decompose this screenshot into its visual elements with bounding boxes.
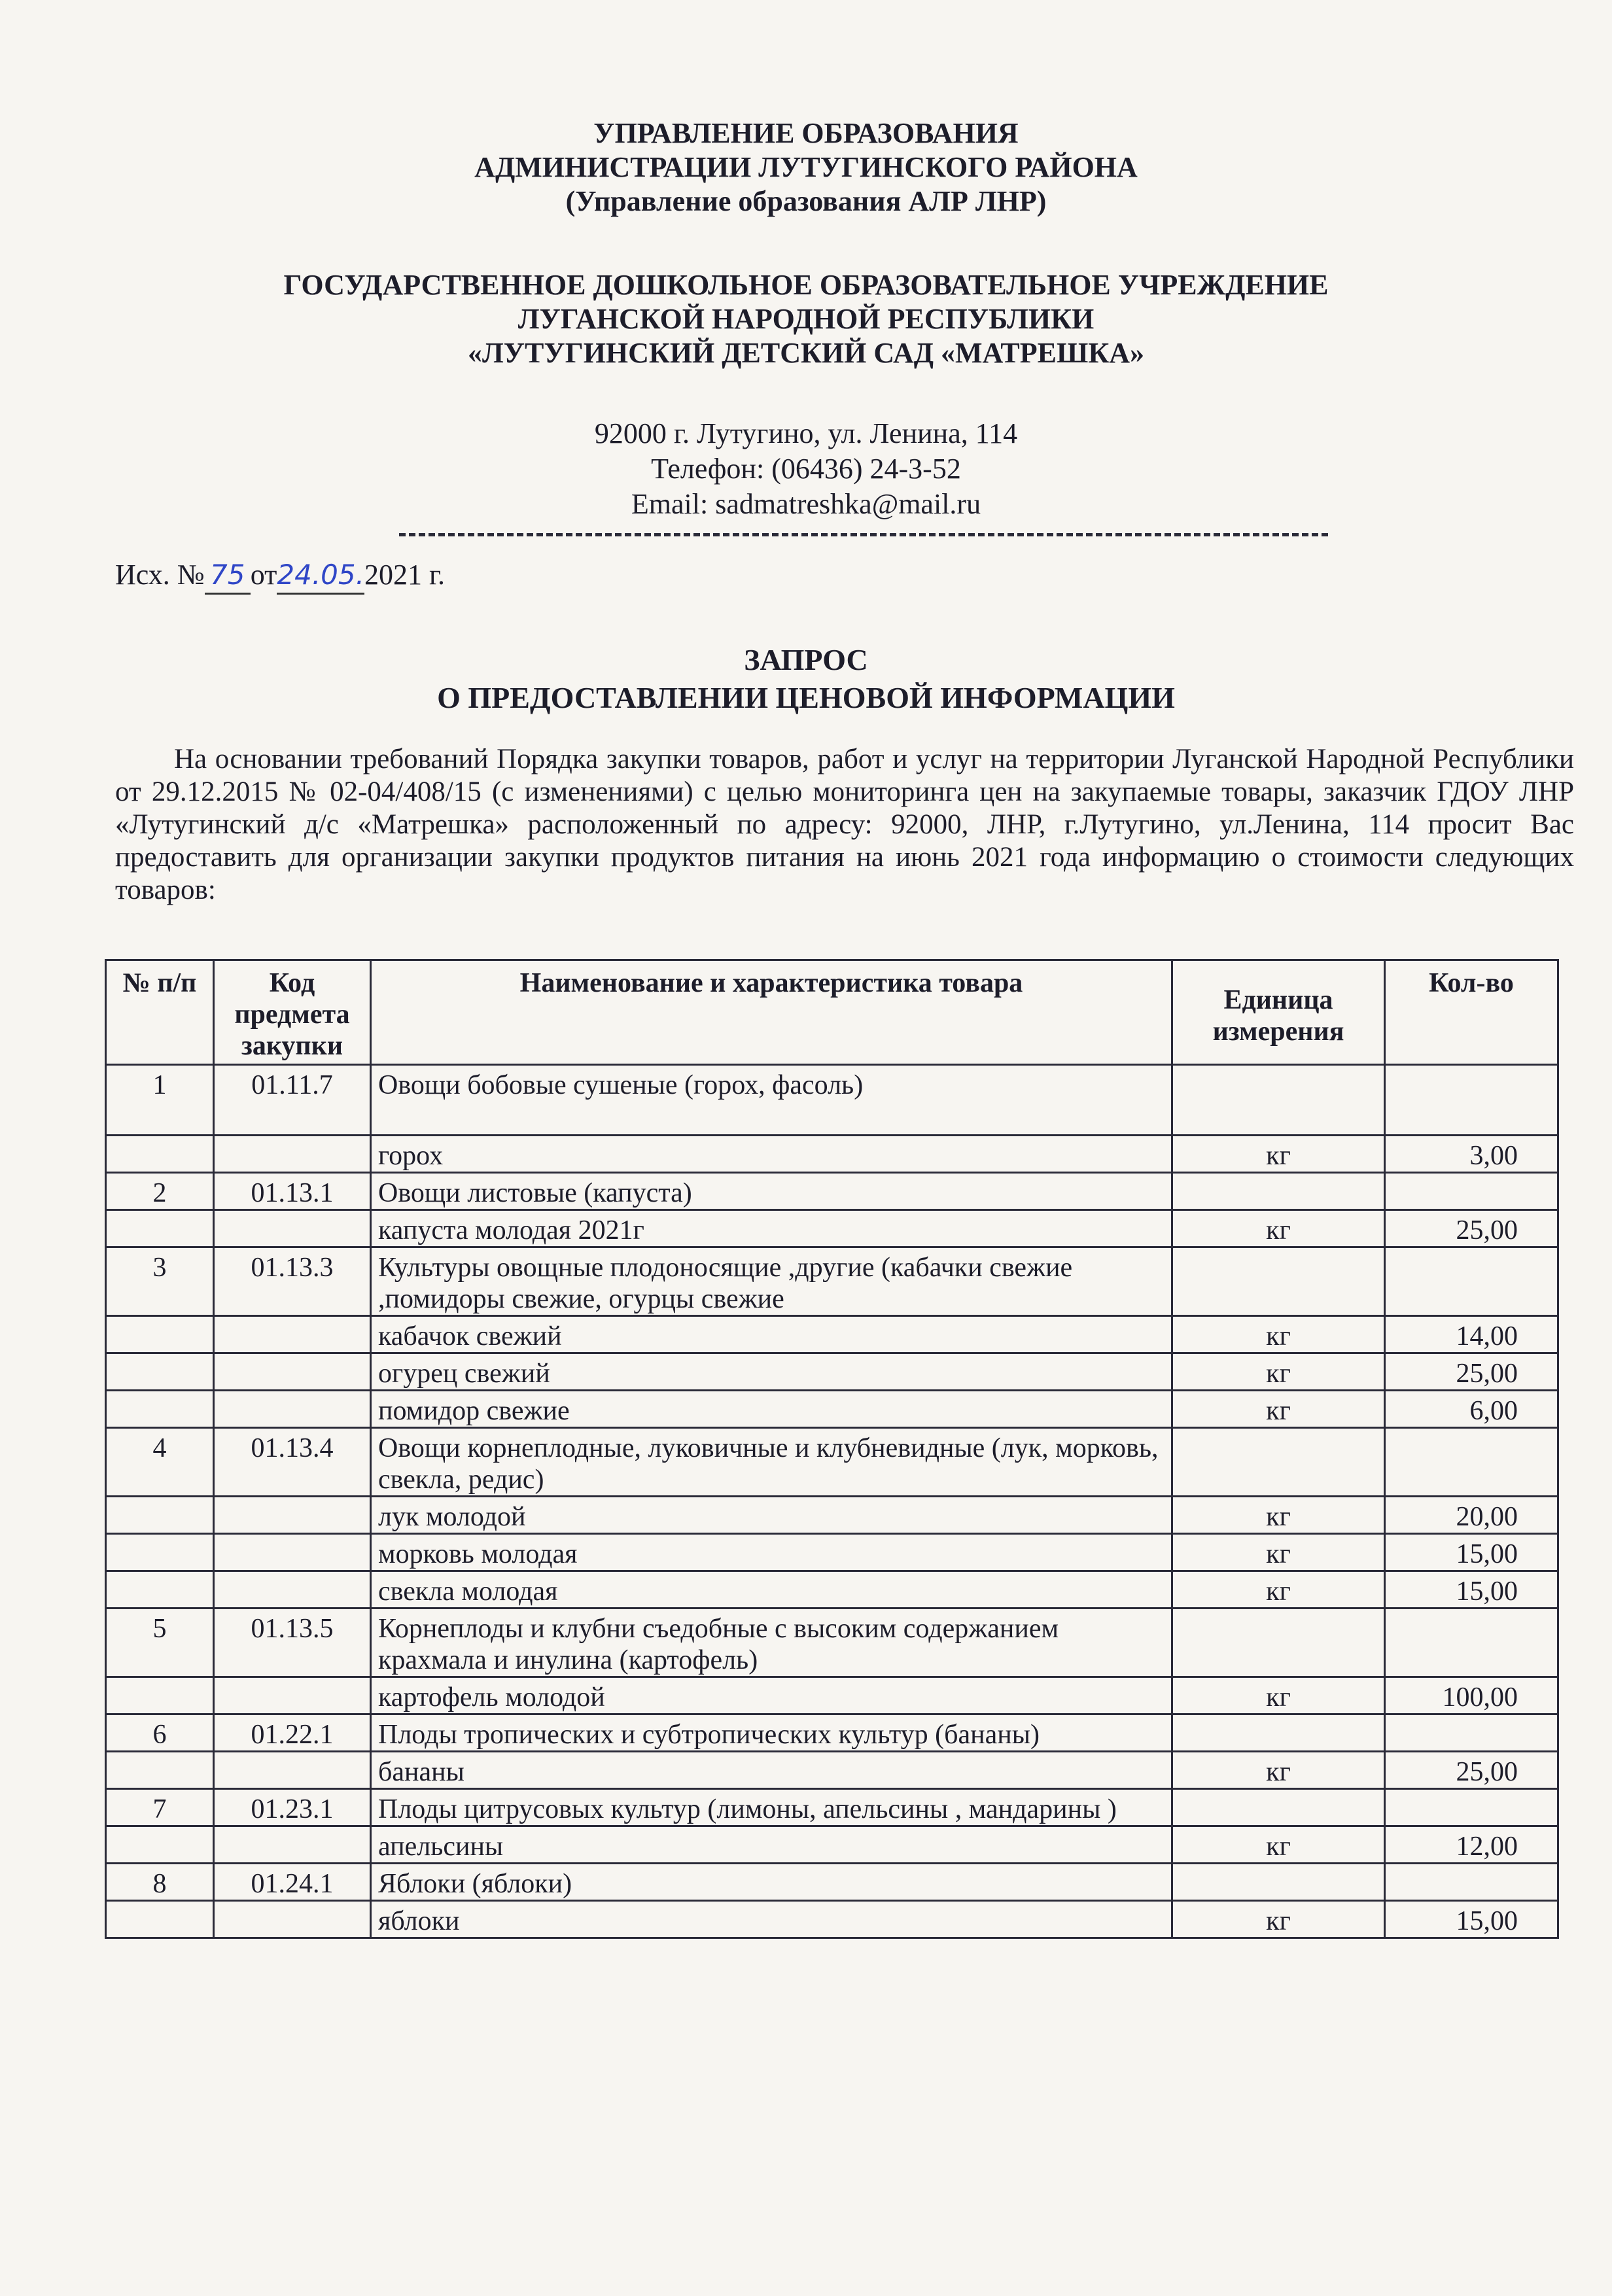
row-qty-cell — [1385, 1609, 1558, 1677]
row-code-cell: 01.13.3 — [214, 1247, 371, 1316]
row-name-cell: Культуры овощные плодоносящие ,другие (кабачки свежие ,помидоры свежие, огурцы свежие — [371, 1247, 1172, 1316]
request-paragraph: На основании требований Порядка закупки товаров, работ и услуг на территории Луганской Народной Республики от 29.12.2015 № 02-04/408/15 (с изменениями) с целью мониторинга цен на закупаемые товары, заказчик ГДОУ ЛНР «Лутугинский д/с «Матрешка» расположенный по адресу: 92000, ЛНР, г.Лутугино, ул.Ленина, 114 просит Вас предоставить для организации закупки продуктов питания на июнь 2021 года информацию о стоимости следующих товаров: — [115, 744, 1574, 905]
table-row — [106, 1752, 1558, 1789]
row-unit-cell: кг — [1172, 1497, 1385, 1534]
row-name-cell: бананы — [371, 1752, 1172, 1789]
row-unit-cell: кг — [1172, 1534, 1385, 1571]
items-table — [105, 959, 1559, 1939]
table-row — [106, 1428, 1558, 1497]
document-title — [0, 641, 1612, 717]
row-code-cell: 01.22.1 — [214, 1714, 371, 1752]
col-header-name: Наименование и характеристика товара — [371, 960, 1172, 1065]
org-line: УПРАВЛЕНИЕ ОБРАЗОВАНИЯ — [593, 117, 1019, 149]
ref-from: от — [250, 559, 277, 591]
table-row — [106, 1826, 1558, 1864]
row-number-cell: 2 — [106, 1173, 214, 1210]
table-row — [106, 1210, 1558, 1247]
row-unit-cell — [1172, 1864, 1385, 1901]
col-header-unit: Единица измерения — [1172, 960, 1385, 1065]
row-code-cell — [214, 1534, 371, 1571]
row-number-cell: 3 — [106, 1247, 214, 1316]
org-line: (Управление образования АЛР ЛНР) — [565, 185, 1047, 217]
row-qty-cell — [1385, 1789, 1558, 1826]
row-number-cell — [106, 1316, 214, 1353]
col-header-code: Код предмета закупки — [214, 960, 371, 1065]
row-number-cell — [106, 1391, 214, 1428]
row-qty-cell: 100,00 — [1385, 1677, 1558, 1714]
row-name-cell: яблоки — [371, 1901, 1172, 1938]
row-qty-cell: 25,00 — [1385, 1752, 1558, 1789]
row-number-cell: 1 — [106, 1065, 214, 1136]
school-header — [0, 268, 1612, 370]
row-code-cell — [214, 1901, 371, 1938]
row-qty-cell: 14,00 — [1385, 1316, 1558, 1353]
row-unit-cell: кг — [1172, 1353, 1385, 1391]
ref-number-field — [205, 557, 251, 595]
phone-line: Телефон: (06436) 24-3-52 — [651, 453, 961, 485]
ref-number: 75 — [209, 559, 245, 591]
row-qty-cell: 15,00 — [1385, 1901, 1558, 1938]
row-name-cell: Овощи бобовые сушеные (горох, фасоль) — [371, 1065, 1172, 1136]
row-number-cell: 8 — [106, 1864, 214, 1901]
row-unit-cell: кг — [1172, 1752, 1385, 1789]
row-qty-cell: 25,00 — [1385, 1353, 1558, 1391]
contact-block — [0, 416, 1612, 522]
ref-date: 24.05. — [277, 559, 364, 591]
row-number-cell: 5 — [106, 1609, 214, 1677]
school-line: «ЛУТУГИНСКИЙ ДЕТСКИЙ САД «МАТРЕШКА» — [467, 337, 1145, 369]
row-number-cell — [106, 1901, 214, 1938]
row-name-cell: картофель молодой — [371, 1677, 1172, 1714]
table-row — [106, 1609, 1558, 1677]
row-unit-cell: кг — [1172, 1826, 1385, 1864]
row-name-cell: свекла молодая — [371, 1571, 1172, 1609]
row-qty-cell: 15,00 — [1385, 1534, 1558, 1571]
row-code-cell — [214, 1316, 371, 1353]
row-qty-cell — [1385, 1864, 1558, 1901]
row-unit-cell: кг — [1172, 1677, 1385, 1714]
row-code-cell — [214, 1391, 371, 1428]
row-qty-cell — [1385, 1065, 1558, 1136]
ref-prefix: Исх. № — [115, 559, 205, 591]
table-row — [106, 1901, 1558, 1938]
table-row — [106, 1677, 1558, 1714]
table-row — [106, 1247, 1558, 1316]
row-name-cell: морковь молодая — [371, 1534, 1172, 1571]
row-number-cell: 7 — [106, 1789, 214, 1826]
row-code-cell — [214, 1353, 371, 1391]
row-number-cell — [106, 1826, 214, 1864]
row-unit-cell — [1172, 1789, 1385, 1826]
row-unit-cell — [1172, 1609, 1385, 1677]
title-line-1: ЗАПРОС — [744, 643, 868, 676]
row-qty-cell — [1385, 1247, 1558, 1316]
row-qty-cell: 25,00 — [1385, 1210, 1558, 1247]
row-unit-cell: кг — [1172, 1210, 1385, 1247]
row-qty-cell — [1385, 1714, 1558, 1752]
row-code-cell: 01.13.4 — [214, 1428, 371, 1497]
col-header-qty: Кол-во — [1385, 960, 1558, 1065]
table-body — [106, 1065, 1558, 1938]
row-number-cell — [106, 1210, 214, 1247]
row-unit-cell — [1172, 1247, 1385, 1316]
row-code-cell — [214, 1571, 371, 1609]
ref-year: 2021 г. — [364, 559, 446, 591]
header-separator — [399, 533, 1328, 536]
row-code-cell — [214, 1136, 371, 1173]
row-code-cell — [214, 1677, 371, 1714]
table-row — [106, 1789, 1558, 1826]
row-name-cell: Овощи листовые (капуста) — [371, 1173, 1172, 1210]
table-row — [106, 1353, 1558, 1391]
row-code-cell: 01.23.1 — [214, 1789, 371, 1826]
ref-date-field — [277, 557, 364, 595]
table-row — [106, 1534, 1558, 1571]
org-header — [0, 116, 1612, 218]
table-row — [106, 1391, 1558, 1428]
row-name-cell: Плоды цитрусовых культур (лимоны, апельсины , мандарины ) — [371, 1789, 1172, 1826]
row-number-cell — [106, 1534, 214, 1571]
table-row — [106, 1714, 1558, 1752]
row-code-cell — [214, 1210, 371, 1247]
row-unit-cell: кг — [1172, 1391, 1385, 1428]
row-number-cell — [106, 1571, 214, 1609]
row-name-cell: огурец свежий — [371, 1353, 1172, 1391]
outgoing-reference — [115, 557, 445, 595]
row-qty-cell: 15,00 — [1385, 1571, 1558, 1609]
col-header-num: № п/п — [106, 960, 214, 1065]
row-name-cell: Яблоки (яблоки) — [371, 1864, 1172, 1901]
table-row — [106, 1864, 1558, 1901]
school-line: ГОСУДАРСТВЕННОЕ ДОШКОЛЬНОЕ ОБРАЗОВАТЕЛЬНОЕ УЧРЕЖДЕНИЕ — [283, 269, 1329, 301]
row-number-cell — [106, 1677, 214, 1714]
row-name-cell: Корнеплоды и клубни съедобные с высоким содержанием крахмала и инулина (картофель) — [371, 1609, 1172, 1677]
row-code-cell: 01.24.1 — [214, 1864, 371, 1901]
address-line: 92000 г. Лутугино, ул. Ленина, 114 — [594, 417, 1018, 449]
row-qty-cell: 12,00 — [1385, 1826, 1558, 1864]
row-code-cell: 01.13.1 — [214, 1173, 371, 1210]
row-name-cell: апельсины — [371, 1826, 1172, 1864]
row-qty-cell — [1385, 1173, 1558, 1210]
table-row — [106, 1136, 1558, 1173]
row-unit-cell: кг — [1172, 1571, 1385, 1609]
row-unit-cell — [1172, 1065, 1385, 1136]
table-row — [106, 1316, 1558, 1353]
school-line: ЛУГАНСКОЙ НАРОДНОЙ РЕСПУБЛИКИ — [517, 303, 1095, 335]
row-number-cell — [106, 1353, 214, 1391]
row-qty-cell: 20,00 — [1385, 1497, 1558, 1534]
row-number-cell — [106, 1497, 214, 1534]
row-name-cell: горох — [371, 1136, 1172, 1173]
row-qty-cell: 6,00 — [1385, 1391, 1558, 1428]
table-header-row — [106, 960, 1558, 1065]
row-unit-cell — [1172, 1428, 1385, 1497]
row-code-cell: 01.11.7 — [214, 1065, 371, 1136]
row-name-cell: кабачок свежий — [371, 1316, 1172, 1353]
row-name-cell: Плоды тропических и субтропических культур (бананы) — [371, 1714, 1172, 1752]
row-number-cell — [106, 1752, 214, 1789]
row-unit-cell — [1172, 1173, 1385, 1210]
row-unit-cell: кг — [1172, 1136, 1385, 1173]
row-code-cell: 01.13.5 — [214, 1609, 371, 1677]
table-row — [106, 1173, 1558, 1210]
row-unit-cell — [1172, 1714, 1385, 1752]
row-name-cell: помидор свежие — [371, 1391, 1172, 1428]
org-line: АДМИНИСТРАЦИИ ЛУТУГИНСКОГО РАЙОНА — [474, 151, 1138, 183]
row-unit-cell: кг — [1172, 1901, 1385, 1938]
email-line: Email: sadmatreshka@mail.ru — [631, 488, 981, 520]
title-line-2: О ПРЕДОСТАВЛЕНИИ ЦЕНОВОЙ ИНФОРМАЦИИ — [437, 681, 1175, 714]
row-unit-cell: кг — [1172, 1316, 1385, 1353]
row-name-cell: Овощи корнеплодные, луковичные и клубневидные (лук, морковь, свекла, редис) — [371, 1428, 1172, 1497]
table-row — [106, 1571, 1558, 1609]
row-number-cell: 4 — [106, 1428, 214, 1497]
table-row — [106, 1065, 1558, 1136]
row-qty-cell: 3,00 — [1385, 1136, 1558, 1173]
row-number-cell: 6 — [106, 1714, 214, 1752]
row-code-cell — [214, 1826, 371, 1864]
row-name-cell: капуста молодая 2021г — [371, 1210, 1172, 1247]
table-row — [106, 1497, 1558, 1534]
row-code-cell — [214, 1752, 371, 1789]
row-qty-cell — [1385, 1428, 1558, 1497]
row-number-cell — [106, 1136, 214, 1173]
row-code-cell — [214, 1497, 371, 1534]
row-name-cell: лук молодой — [371, 1497, 1172, 1534]
